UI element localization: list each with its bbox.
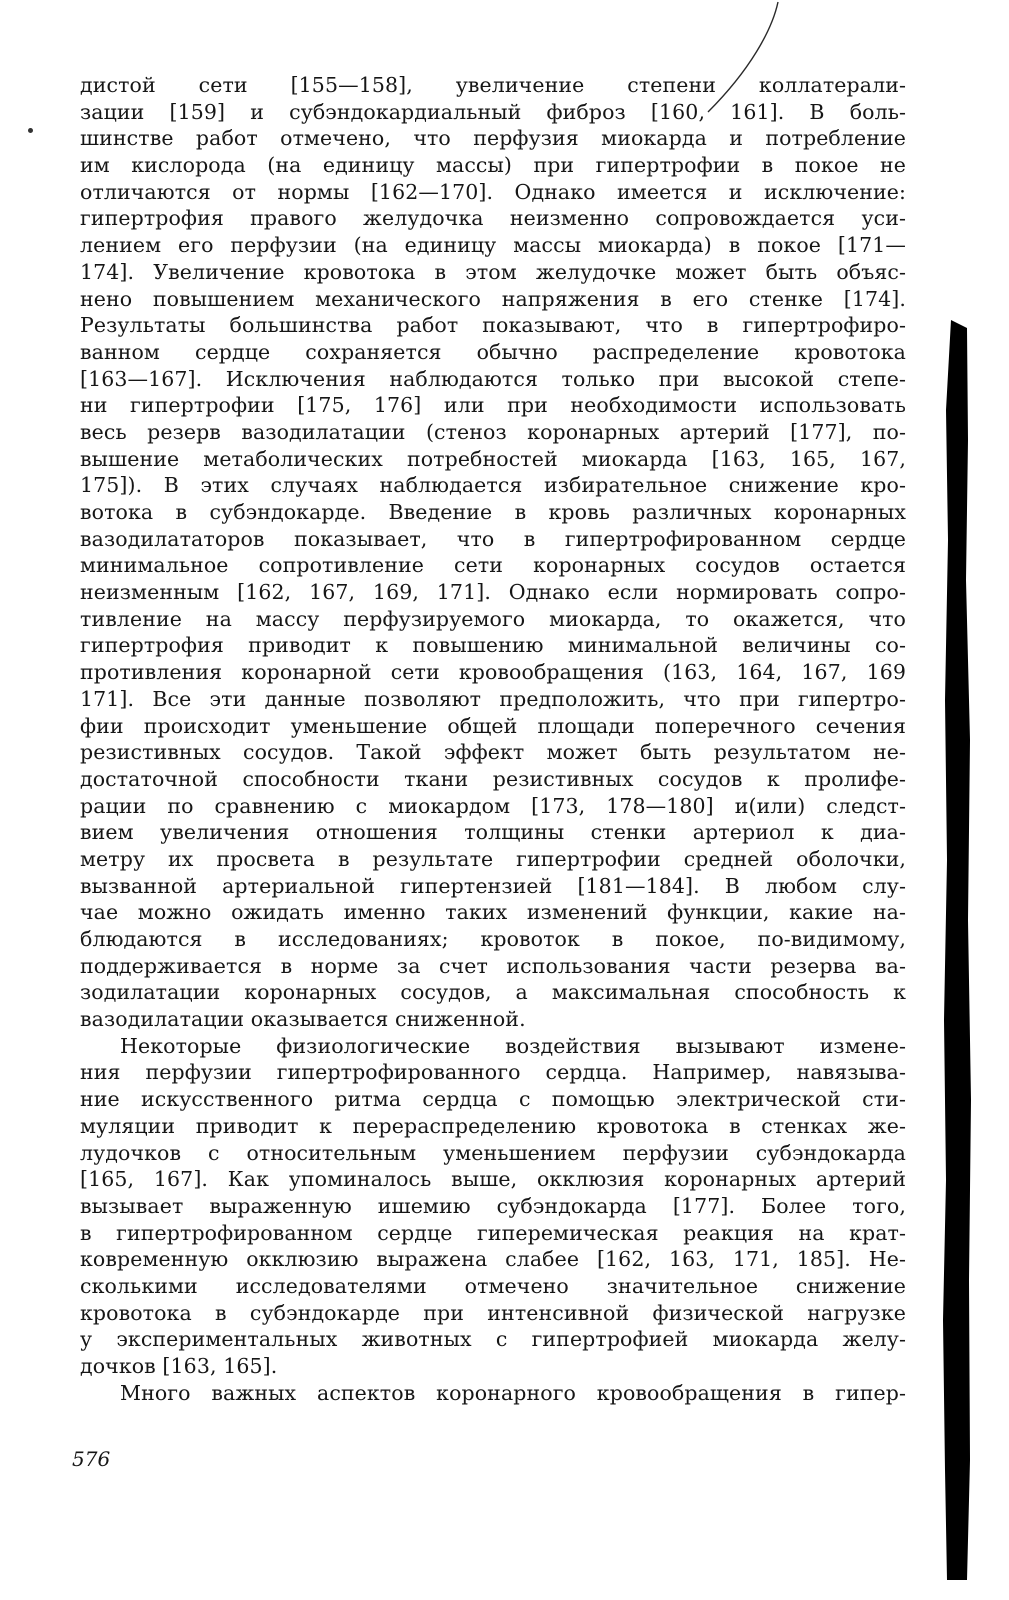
text-line: блюдаются в исследованиях; кровоток в покое, по-видимому, bbox=[80, 927, 906, 951]
text-line: достаточной способности ткани резистивных сосудов к пролифе- bbox=[80, 766, 906, 791]
text-line: лудочков с относительным уменьшением перфузии субэндокарда bbox=[80, 1140, 906, 1165]
text-line: в гипертрофированном сердце гиперемическая реакция на крат- bbox=[80, 1220, 906, 1245]
text-line: ние искусственного ритма сердца с помощью электрической сти- bbox=[80, 1087, 906, 1112]
text-line: вием увеличения отношения толщины стенки артериол к диа- bbox=[80, 820, 906, 845]
scan-shadow-edge bbox=[937, 320, 971, 1580]
paragraph-start-line: Некоторые физиологические воздействия вызывают измене- bbox=[120, 1033, 906, 1058]
text-line: фии происходит уменьшение общей площади поперечного сечения bbox=[80, 713, 906, 738]
text-line: у экспериментальных животных с гипертрофией миокарда желу- bbox=[80, 1327, 906, 1352]
text-line: зации [159] и субэндокардиальный фиброз [160, 161]. В боль- bbox=[80, 99, 906, 124]
text-line: ковременную окклюзию выражена слабее [162, 163, 171, 185]. Не- bbox=[80, 1247, 906, 1272]
text-line: гипертрофия приводит к повышению минимальной величины со- bbox=[80, 633, 906, 658]
page-number: 576 bbox=[72, 1447, 111, 1471]
text-line: вызванной артериальной гипертензией [181—184]. В любом слу- bbox=[80, 873, 906, 898]
paragraph-start-line: Много важных аспектов коронарного кровообращения в гипер- bbox=[120, 1380, 906, 1405]
text-line: неизменным [162, 167, 169, 171]. Однако если нормировать сопро- bbox=[80, 580, 906, 605]
text-line: минимальное сопротивление сети коронарных сосудов остается bbox=[80, 553, 906, 578]
text-line: [165, 167]. Как упоминалось выше, окклюзия коронарных артерий bbox=[80, 1167, 906, 1192]
text-line: им кислорода (на единицу массы) при гипертрофии в покое не bbox=[80, 153, 906, 178]
text-line: ния перфузии гипертрофированного сердца. Например, навязыва- bbox=[80, 1060, 906, 1085]
text-line: вазодилатации оказывается сниженной. bbox=[80, 1007, 526, 1032]
text-line: противления коронарной сети кровообращения (163, 164, 167, 169 bbox=[80, 660, 906, 685]
margin-speck bbox=[28, 128, 33, 133]
text-line: 171]. Все эти данные позволяют предположить, что при гипертро- bbox=[80, 686, 906, 711]
text-line: дочков [163, 165]. bbox=[80, 1354, 278, 1378]
text-line: вызывает выраженную ишемию субэндокарда [177]. Более того, bbox=[80, 1193, 906, 1218]
text-line: 175]). В этих случаях наблюдается избирательное снижение кро- bbox=[80, 473, 906, 498]
text-line: вотока в субэндокарде. Введение в кровь различных коронарных bbox=[80, 500, 906, 524]
text-line: лением его перфузии (на единицу массы миокарда) в покое [171— bbox=[80, 233, 906, 258]
text-line: поддерживается в норме за счет использования части резерва ва- bbox=[80, 953, 906, 978]
text-line: чае можно ожидать именно таких изменений функции, какие на- bbox=[80, 900, 906, 925]
text-line: весь резерв вазодилатации (стеноз коронарных артерий [177], по- bbox=[80, 419, 906, 444]
text-line: тивление на массу перфузируемого миокарда, то окажется, что bbox=[80, 606, 906, 631]
text-line: дистой сети [155—158], увеличение степени коллатерали- bbox=[80, 73, 906, 97]
text-line: вышение метаболических потребностей миокарда [163, 165, 167, bbox=[80, 446, 906, 471]
text-line: сколькими исследователями отмечено значительное снижение bbox=[80, 1273, 906, 1298]
text-line: ни гипертрофии [175, 176] или при необходимости использовать bbox=[80, 393, 906, 418]
text-line: ванном сердце сохраняется обычно распределение кровотока bbox=[80, 339, 906, 364]
text-line: нено повышением механического напряжения в его стенке [174]. bbox=[80, 286, 906, 311]
text-line: кровотока в субэндокарде при интенсивной физической нагрузке bbox=[80, 1300, 906, 1325]
text-line: отличаются от нормы [162—170]. Однако имеется и исключение: bbox=[80, 179, 906, 204]
text-line: резистивных сосудов. Такой эффект может быть результатом не- bbox=[80, 740, 906, 765]
body-text bbox=[80, 72, 906, 1406]
text-line: 174]. Увеличение кровотока в этом желудочке может быть объяс- bbox=[80, 259, 906, 284]
text-line: вазодилататоров показывает, что в гипертрофированном сердце bbox=[80, 526, 906, 551]
text-line: метру их просвета в результате гипертрофии средней оболочки, bbox=[80, 846, 906, 871]
text-line: муляции приводит к перераспределению кровотока в стенках же- bbox=[80, 1113, 906, 1138]
text-line: гипертрофия правого желудочка неизменно сопровождается уси- bbox=[80, 206, 906, 231]
text-line: зодилатации коронарных сосудов, а максимальная способность к bbox=[80, 980, 906, 1005]
text-line: рации по сравнению с миокардом [173, 178—180] и(или) следст- bbox=[80, 793, 906, 818]
text-line: Результаты большинства работ показывают, что в гипертрофиро- bbox=[80, 313, 906, 338]
text-line: шинстве работ отмечено, что перфузия миокарда и потребление bbox=[80, 126, 906, 151]
text-line: [163—167]. Исключения наблюдаются только при высокой степе- bbox=[80, 366, 906, 391]
